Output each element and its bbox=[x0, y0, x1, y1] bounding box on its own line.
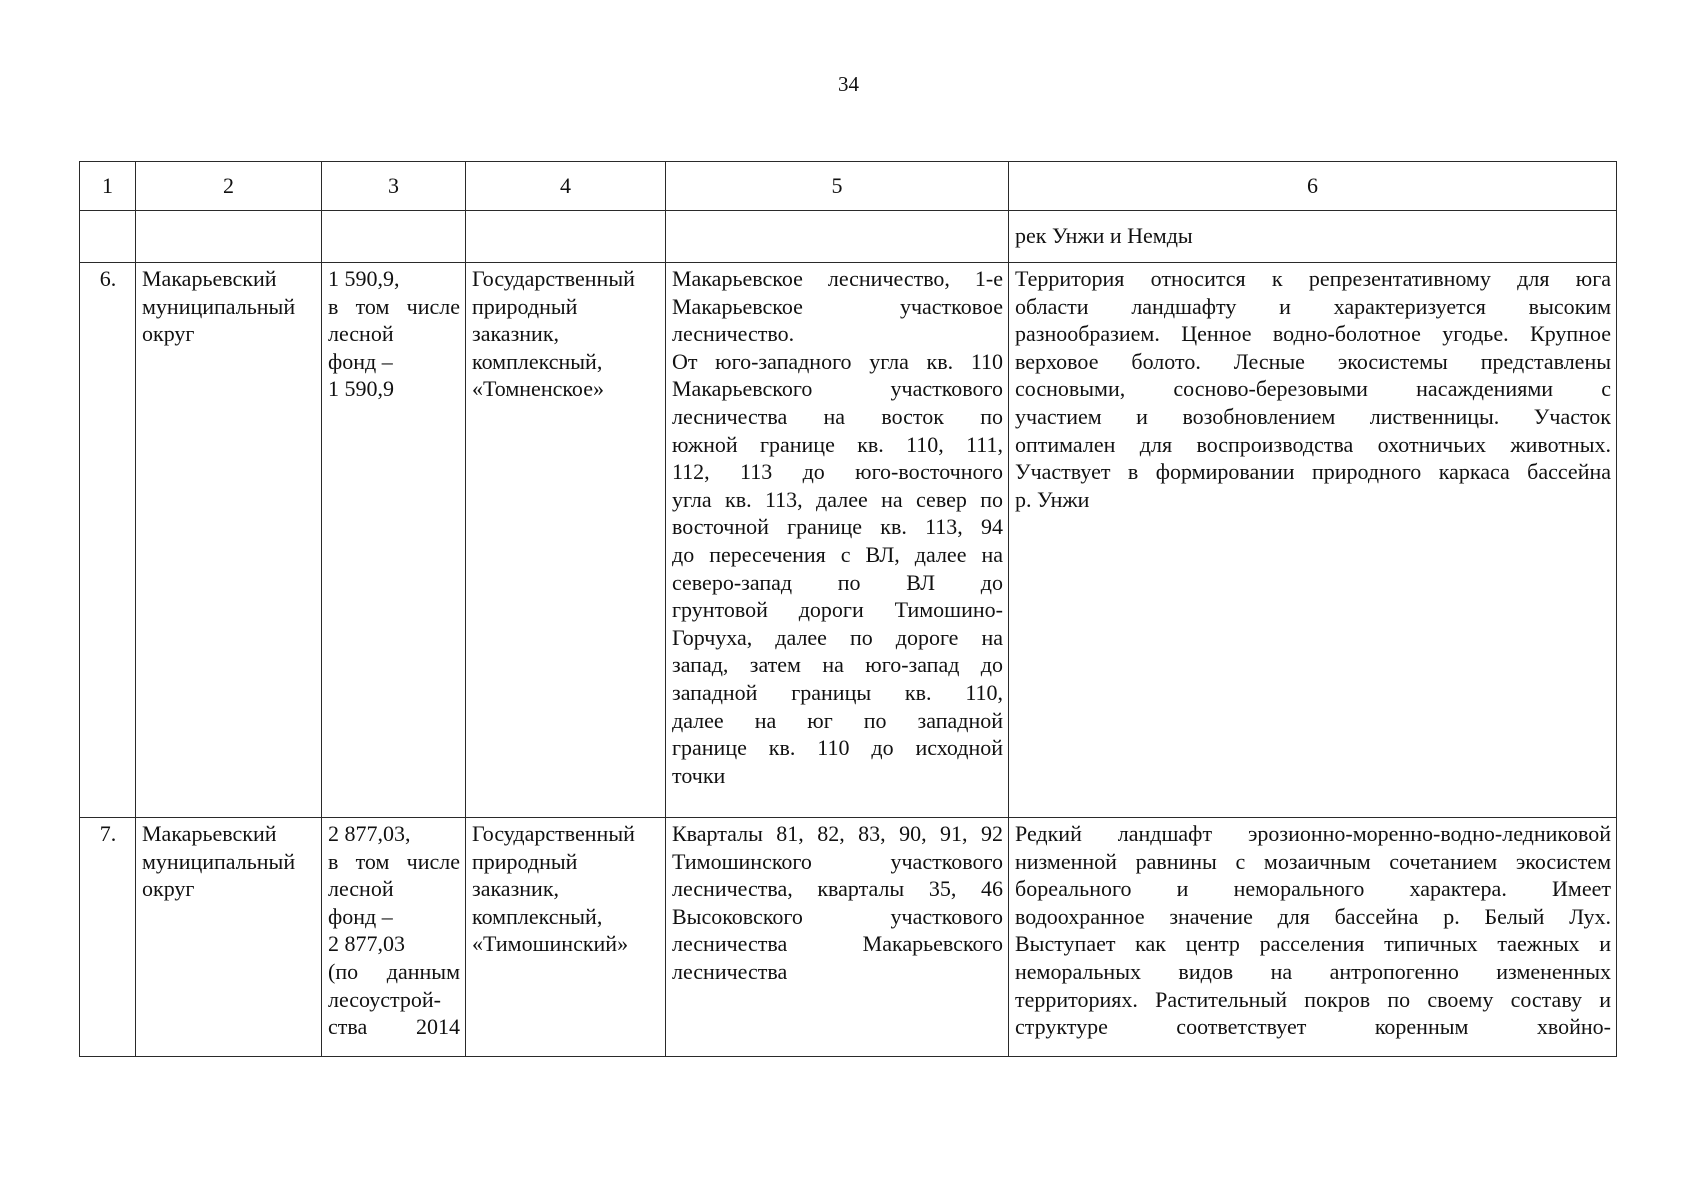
area-line: ства 2014 bbox=[328, 1014, 460, 1040]
description-line: Участвует в формировании природного каркаса бассейна bbox=[1015, 459, 1611, 485]
boundary-line: Горчуха, далее по дороге на bbox=[672, 624, 1003, 650]
type-cell bbox=[466, 818, 666, 1057]
boundary-line: От юго-западного угла кв. 110 bbox=[672, 348, 1003, 374]
boundary-line: 112, 113 до юго-восточного bbox=[672, 459, 1003, 485]
district-line: Макарьевский bbox=[142, 821, 277, 846]
description-line: Территория относится к репрезентативному для юга bbox=[1015, 266, 1611, 291]
boundary-line: до пересечения с ВЛ, далее на bbox=[672, 541, 1003, 567]
district-line: Макарьевский bbox=[142, 266, 277, 291]
boundary-line: далее на юг по западной bbox=[672, 707, 1003, 733]
description-line: р. Унжи bbox=[1015, 486, 1090, 512]
description-line: Выступает как центр расселения типичных таежных и bbox=[1015, 931, 1611, 957]
area-line: лесоустрой- bbox=[328, 986, 441, 1012]
continuation-row bbox=[80, 211, 1617, 263]
boundary-line: угла кв. 113, далее на север по bbox=[672, 486, 1003, 512]
boundary-line: Кварталы 81, 82, 83, 90, 91, 92 bbox=[672, 821, 1003, 846]
type-line: Государственный bbox=[472, 266, 635, 291]
description-line: неморальных видов на антропогенно измененных bbox=[1015, 958, 1611, 984]
area-line: 1 590,9 bbox=[328, 376, 394, 402]
boundary-line: Макарьевское лесничество, 1-е bbox=[672, 266, 1003, 291]
empty-cell bbox=[136, 211, 322, 263]
area-line: лесной bbox=[328, 321, 394, 347]
boundary-line: лесничества, кварталы 35, 46 bbox=[672, 876, 1003, 902]
row-number: 7. bbox=[80, 818, 136, 1057]
district-line: муниципальный bbox=[142, 848, 296, 874]
column-header-3: 3 bbox=[322, 162, 466, 211]
type-line: заказник, bbox=[472, 876, 560, 902]
boundary-line: северо-запад по ВЛ до bbox=[672, 569, 1003, 595]
column-header-5: 5 bbox=[666, 162, 1009, 211]
empty-cell bbox=[322, 211, 466, 263]
boundary-line: лесничество. bbox=[672, 321, 795, 347]
type-line: природный bbox=[472, 293, 578, 319]
boundary-line: Макарьевского участкового bbox=[672, 376, 1003, 402]
column-header-2: 2 bbox=[136, 162, 322, 211]
type-line: комплексный, bbox=[472, 348, 603, 374]
boundary-line: Высоковского участкового bbox=[672, 903, 1003, 929]
district-line: округ bbox=[142, 876, 195, 902]
boundary-line: запад, затем на юго-запад до bbox=[672, 652, 1003, 678]
description-line: территориях. Растительный покров по своему составу и bbox=[1015, 986, 1611, 1012]
protected-areas-table bbox=[79, 161, 1617, 1057]
boundary-line: точки bbox=[672, 762, 726, 788]
type-line: «Тимошинский» bbox=[472, 931, 629, 957]
boundary-line: южной границе кв. 110, 111, bbox=[672, 431, 1003, 457]
description-line: водоохранное значение для бассейна р. Белый Лух. bbox=[1015, 903, 1611, 929]
area-line: фонд – bbox=[328, 348, 393, 374]
description-line: Редкий ландшафт эрозионно-моренно-водно-ледниковой bbox=[1015, 821, 1611, 846]
column-header-4: 4 bbox=[466, 162, 666, 211]
description-line: участием и возобновлением лиственницы. Участок bbox=[1015, 403, 1611, 429]
boundary-cell bbox=[666, 263, 1009, 818]
area-line: 2 877,03, bbox=[328, 821, 411, 846]
area-line: в том числе bbox=[328, 848, 460, 874]
type-line: Государственный bbox=[472, 821, 635, 846]
boundary-line: границе кв. 110 до исходной bbox=[672, 735, 1003, 761]
area-line: (по данным bbox=[328, 958, 460, 984]
description-line: разнообразием. Ценное водно-болотное угодье. Крупное bbox=[1015, 321, 1611, 347]
type-cell bbox=[466, 263, 666, 818]
area-cell bbox=[322, 263, 466, 818]
area-cell bbox=[322, 818, 466, 1057]
boundary-line: Тимошинского участкового bbox=[672, 848, 1003, 874]
page-number: 34 bbox=[838, 72, 859, 96]
description-line: оптимален для воспроизводства охотничьих животных. bbox=[1015, 431, 1611, 457]
column-header-6: 6 bbox=[1009, 162, 1617, 211]
boundary-line: лесничества на восток по bbox=[672, 403, 1003, 429]
column-number-row bbox=[80, 162, 1617, 211]
description-cell bbox=[1009, 263, 1617, 818]
type-line: заказник, bbox=[472, 321, 560, 347]
empty-cell bbox=[80, 211, 136, 263]
table-row bbox=[80, 263, 1617, 818]
boundary-line: западной границы кв. 110, bbox=[672, 679, 1003, 705]
boundary-line: Макарьевское участковое bbox=[672, 293, 1003, 319]
district-line: округ bbox=[142, 321, 195, 347]
column-header-1: 1 bbox=[80, 162, 136, 211]
area-line: фонд – bbox=[328, 903, 393, 929]
description-line: сосновыми, сосново-березовыми насаждениями с bbox=[1015, 376, 1611, 402]
area-line: лесной bbox=[328, 876, 394, 902]
area-line: 1 590,9, bbox=[328, 266, 400, 291]
description-line: верховое болото. Лесные экосистемы представлены bbox=[1015, 348, 1611, 374]
continuation-description: рек Унжи и Немды bbox=[1009, 211, 1617, 263]
empty-cell bbox=[666, 211, 1009, 263]
description-line: структуре соответствует коренным хвойно- bbox=[1015, 1014, 1611, 1040]
district-cell bbox=[136, 818, 322, 1057]
district-line: муниципальный bbox=[142, 293, 296, 319]
type-line: «Томненское» bbox=[472, 376, 604, 402]
table-row bbox=[80, 818, 1617, 1057]
description-line: бореального и неморального характера. Имеет bbox=[1015, 876, 1611, 902]
boundary-cell bbox=[666, 818, 1009, 1057]
type-line: природный bbox=[472, 848, 578, 874]
empty-cell bbox=[466, 211, 666, 263]
row-number: 6. bbox=[80, 263, 136, 818]
boundary-line: восточной границе кв. 113, 94 bbox=[672, 514, 1003, 540]
description-line: низменной равнины с мозаичным сочетанием экосистем bbox=[1015, 848, 1611, 874]
description-cell bbox=[1009, 818, 1617, 1057]
area-line: в том числе bbox=[328, 293, 460, 319]
district-cell bbox=[136, 263, 322, 818]
boundary-line: лесничества Макарьевского bbox=[672, 931, 1003, 957]
boundary-line: лесничества bbox=[672, 958, 788, 984]
area-line: 2 877,03 bbox=[328, 931, 405, 957]
type-line: комплексный, bbox=[472, 903, 603, 929]
boundary-line: грунтовой дороги Тимошино- bbox=[672, 597, 1003, 623]
description-line: области ландшафту и характеризуется высоким bbox=[1015, 293, 1611, 319]
